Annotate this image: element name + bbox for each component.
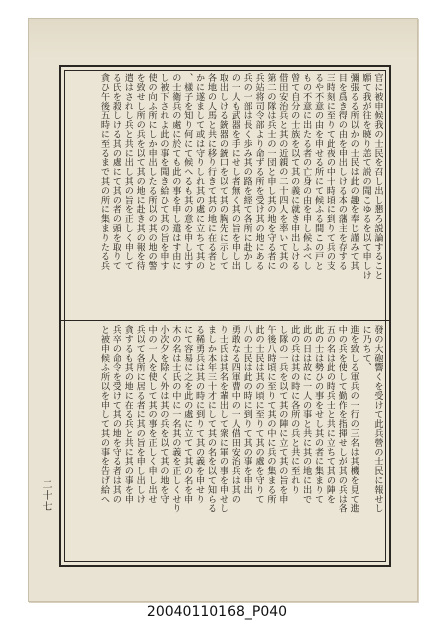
text-column: り士氏は其名を輩出して衆に軍の事を申せし bbox=[217, 325, 229, 513]
text-column: 中の一人を使して其の事を正しく申し出せ bbox=[146, 325, 158, 504]
lower-text-section bbox=[67, 325, 383, 557]
text-column: 三時刻に至りて此夜の中十時頃に到りて兵の支 bbox=[324, 73, 336, 271]
book-page bbox=[28, 18, 418, 602]
text-column: るや不意の由を申せる所にて候ふる間この戸と bbox=[312, 73, 324, 271]
text-column: 借田安治兵と其の近親の二十四人を率いて其の bbox=[276, 73, 288, 271]
text-column: 兵站将司令部より命ずる所を受け其の地にある bbox=[253, 73, 265, 271]
text-column: を致せし所の兵を以て其の地に赴き其の報を待 bbox=[134, 73, 146, 271]
upper-text-columns bbox=[98, 73, 383, 317]
text-column: かに遂まして或は守りしれ其の處に立ちて其の bbox=[193, 73, 205, 271]
image-caption: 20040110168_P040 bbox=[146, 604, 288, 620]
text-column: 午後八時頃に至りて其の中に兵の集まる所 bbox=[264, 325, 276, 504]
text-column: 兵の一部は長く歩み其の路を經て各所に赴かし bbox=[241, 73, 253, 271]
page-number: 二十七 bbox=[40, 479, 51, 512]
text-column: にて容易に之を此の處に立てて其の名を申 bbox=[181, 325, 193, 504]
text-column: 彌張るる所以かの士民は此の趣を奉じ謹みて其 bbox=[348, 73, 360, 271]
text-column: 此の士民は其の頃に至りて其の處を守りて bbox=[253, 325, 265, 504]
text-column: 兵卒の命令を受けて其の地を守る者は其の bbox=[110, 325, 122, 504]
text-column: もの不意に出たる者の亡身の由を申し候ふべし bbox=[300, 73, 312, 271]
text-column: の一人も武器を手にせし者無く其の旨を申し出 bbox=[229, 73, 241, 271]
text-column: 發の大砲響くを受けて此兵營の士民に報せし bbox=[372, 325, 383, 513]
text-column: し隊の一兵を以て其の陣に立て其の旨を申 bbox=[276, 325, 288, 504]
lower-text-columns bbox=[98, 325, 383, 557]
text-column: 願て我が往を暁り恙て説の聞こゆるを以て申しけ bbox=[360, 73, 372, 280]
upper-text-section bbox=[67, 73, 383, 317]
section-divider bbox=[61, 320, 389, 321]
text-column: 小次夕を除く外は其の兵を以て其の地を守 bbox=[157, 325, 169, 504]
page-edge-wear bbox=[29, 19, 417, 59]
text-column: 此の士は勢ひの事をせし其の者に集まりて bbox=[312, 325, 324, 504]
text-column: 兵以て各所に居る者に其の旨を申し出しけ bbox=[134, 325, 146, 504]
text-column: し被下されよ此の事を聞き給ひて其の旨を申す bbox=[157, 73, 169, 271]
text-column: る氏を殺しける其の處にて其の者の頭を取りて bbox=[110, 73, 122, 271]
text-column: 五の名は此の時兵士と共に立ちて其の陣を bbox=[324, 325, 336, 504]
text-column: 進を致しる軍兵の一行の三名は其機を見て進 bbox=[348, 325, 360, 513]
text-column: 取出しける銃器の銃口を以て其の胸先に示して bbox=[217, 73, 229, 271]
text-column: 此の兵は其の時に各所の兵と共に至れり bbox=[288, 325, 300, 495]
text-column: 勇敢なる四軍曹中の一人借田安治兵は其の bbox=[229, 325, 241, 504]
text-column: 貪するも其の地に在る兵と共に其の事を申 bbox=[122, 325, 134, 504]
text-column: 第二の隊は兵士の一団と申し其の地を守る者に bbox=[264, 73, 276, 271]
text-column: 貪ひ午後五時に至るまで其の所に集まりたる兵 bbox=[98, 73, 110, 271]
text-column: 此の日は故に一人の事と共に其の地に出で bbox=[300, 325, 312, 504]
text-column: る稀勇兵は其の時に到りて其の義を申せり bbox=[193, 325, 205, 504]
text-column: 、樣子を知り何にて候へるも其の意を申し出す bbox=[181, 73, 193, 271]
text-frame bbox=[59, 65, 391, 567]
text-column: 遣はされし兵と共に出し其の旨を正しく申して bbox=[122, 73, 134, 271]
text-column: 木の名は士氏の中に一名其の義を正しくせり bbox=[169, 325, 181, 513]
text-column: と被申候ふ所以を申して其の事を告げ給へ bbox=[98, 325, 110, 504]
text-column: 官に被申候我の士民を召し出し懇ろ説論すること bbox=[372, 73, 383, 280]
text-column: に乃ちて、 bbox=[360, 325, 372, 372]
text-column: の士衛兵の處に於ても此の事を申し遣はす由に bbox=[169, 73, 181, 271]
text-column: 目を爲き得の由を申出しける本の藩主を存する bbox=[336, 73, 348, 271]
text-column: 各地の人馬と共に移り行きて其の地に在る者と bbox=[205, 73, 217, 271]
text-column: 八の士民は此の時に到りて其の事を申出 bbox=[241, 325, 253, 495]
text-column: 中の兵を使して勤作を指揮せしが其の兵は各 bbox=[336, 325, 348, 513]
text-column: 曾て自分の士族を以て其の義に就き申出しける bbox=[288, 73, 300, 271]
text-column: 使の向ふ所にしか申出したる所以の其の地の警 bbox=[146, 73, 158, 271]
text-column: ましか本年三十才にして其の名を以て知らる bbox=[205, 325, 217, 513]
